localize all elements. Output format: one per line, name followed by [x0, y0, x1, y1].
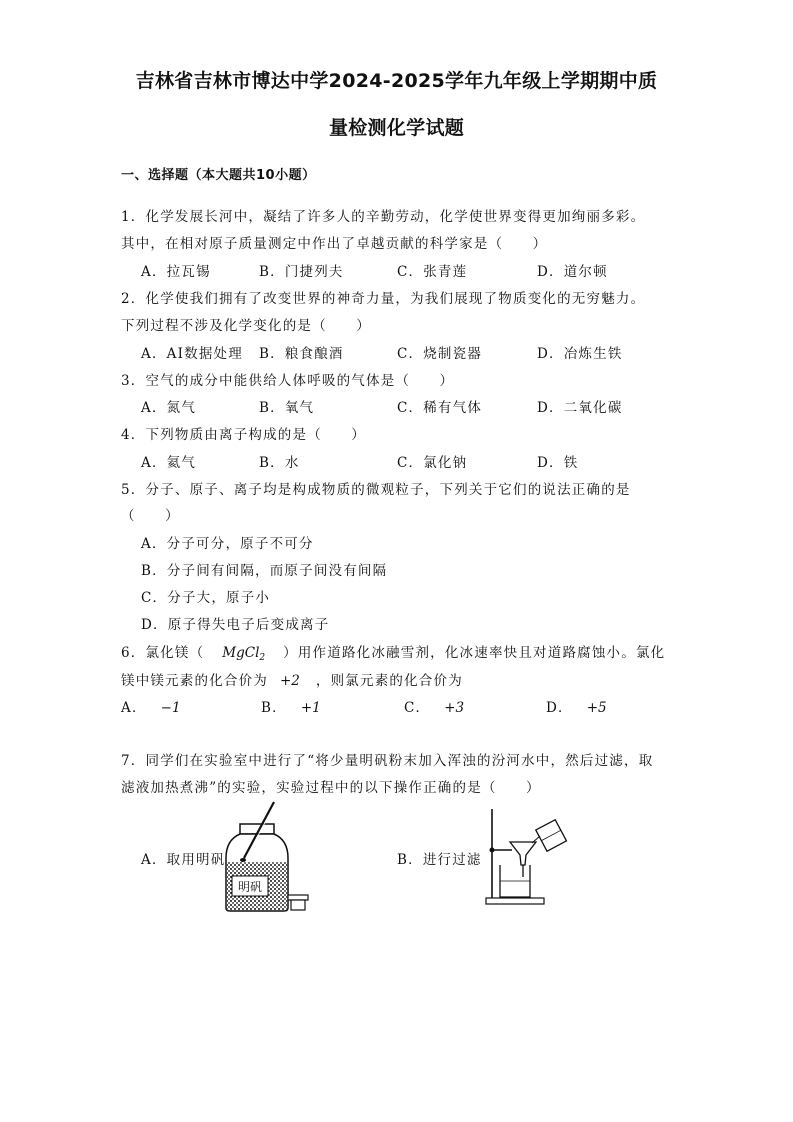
- question-2-option-b[interactable]: B．粮食酿酒: [259, 346, 344, 362]
- question-1-option-d[interactable]: D．道尔顿: [537, 264, 608, 280]
- question-5-option-b[interactable]: B．分子间有间隔，而原子间没有间隔: [141, 563, 388, 579]
- question-1-option-c[interactable]: C．张青莲: [397, 264, 468, 280]
- question-2-option-d[interactable]: D．冶炼生铁: [537, 346, 623, 362]
- valence-value: +2: [280, 673, 300, 689]
- section-heading: 一、选择题（本大题共10小题）: [121, 168, 316, 183]
- question-5-option-a[interactable]: A．分子可分，原子不可分: [141, 536, 314, 552]
- question-2-option-c[interactable]: C．烧制瓷器: [397, 346, 483, 362]
- question-7-option-b[interactable]: B．进行过滤: [397, 852, 482, 868]
- question-4-line-1: 4．下列物质由离子构成的是（ ）: [121, 427, 366, 443]
- bottle-label: 明矾: [237, 880, 263, 894]
- question-6-option-c[interactable]: C． +3: [404, 700, 465, 716]
- question-3-option-d[interactable]: D．二氧化碳: [537, 400, 623, 416]
- question-1-line-1: 1．化学发展长河中，凝结了许多人的辛勤劳动，化学使世界变得更加绚丽多彩。: [121, 209, 646, 225]
- question-3-option-b[interactable]: B．氧气: [259, 400, 315, 416]
- question-5-option-d[interactable]: D．原子得失电子后变成离子: [141, 617, 330, 633]
- question-2-line-2: 下列过程不涉及化学变化的是（ ）: [121, 318, 371, 334]
- question-5-option-c[interactable]: C．分子大，原子小: [141, 590, 271, 606]
- question-6-line-2-post: ，则氯元素的化合价为: [315, 673, 463, 689]
- question-4-option-d[interactable]: D．铁: [537, 455, 579, 471]
- question-6-line-2: [121, 669, 463, 689]
- question-1-line-2: 其中，在相对原子质量测定中作出了卓越贡献的科学家是（ ）: [121, 236, 548, 252]
- question-4-option-c[interactable]: C．氯化钠: [397, 455, 468, 471]
- question-7-line-2: 滤液加热煮沸”的实验，实验过程中的以下操作正确的是（ ）: [121, 780, 541, 796]
- question-4-option-a[interactable]: A．氦气: [141, 455, 197, 471]
- question-5-line-1: 5．分子、原子、离子均是构成物质的微观粒子，下列关于它们的说法正确的是: [121, 482, 631, 498]
- question-3-line-1: 3．空气的成分中能供给人体呼吸的气体是（ ）: [121, 373, 455, 389]
- question-3-option-c[interactable]: C．稀有气体: [397, 400, 483, 416]
- question-6-line-2-pre: 镁中镁元素的化合价为: [121, 673, 268, 689]
- document-title-line2: 量检测化学试题: [328, 117, 465, 139]
- question-1-option-b[interactable]: B．门捷列夫: [259, 264, 344, 280]
- question-6-option-a[interactable]: A． −1: [121, 700, 181, 716]
- question-6-text-pre: 6．氯化镁（: [121, 645, 205, 661]
- question-6-option-d[interactable]: D． +5: [546, 700, 607, 716]
- question-6-text-post: ）用作道路化冰融雪剂，化冰速率快且对道路腐蚀小。氯化: [283, 645, 666, 661]
- formula-mgcl2: MgCl$_2$: [222, 645, 266, 663]
- question-5-line-2: （ ）: [121, 508, 180, 524]
- question-6-line-1: [121, 641, 665, 663]
- question-2-line-1: 2．化学使我们拥有了改变世界的神奇力量，为我们展现了物质变化的无穷魅力。: [121, 291, 646, 307]
- filtration-figure: [470, 805, 580, 910]
- question-6-option-b[interactable]: B． +1: [261, 700, 321, 716]
- document-title-line1: 吉林省吉林市博达中学2024-2025学年九年级上学期期中质: [135, 70, 658, 92]
- question-7-option-a[interactable]: A．取用明矾: [141, 852, 226, 868]
- alum-bottle-figure: [222, 800, 322, 915]
- question-7-line-1: 7．同学们在实验室中进行了“将少量明矾粉末加入浑浊的汾河水中，然后过滤，取: [121, 753, 654, 769]
- question-2-option-a[interactable]: A．AI数据处理: [141, 346, 243, 362]
- question-1-option-a[interactable]: A．拉瓦锡: [141, 264, 211, 280]
- question-3-option-a[interactable]: A．氮气: [141, 400, 197, 416]
- question-4-option-b[interactable]: B．水: [259, 455, 300, 471]
